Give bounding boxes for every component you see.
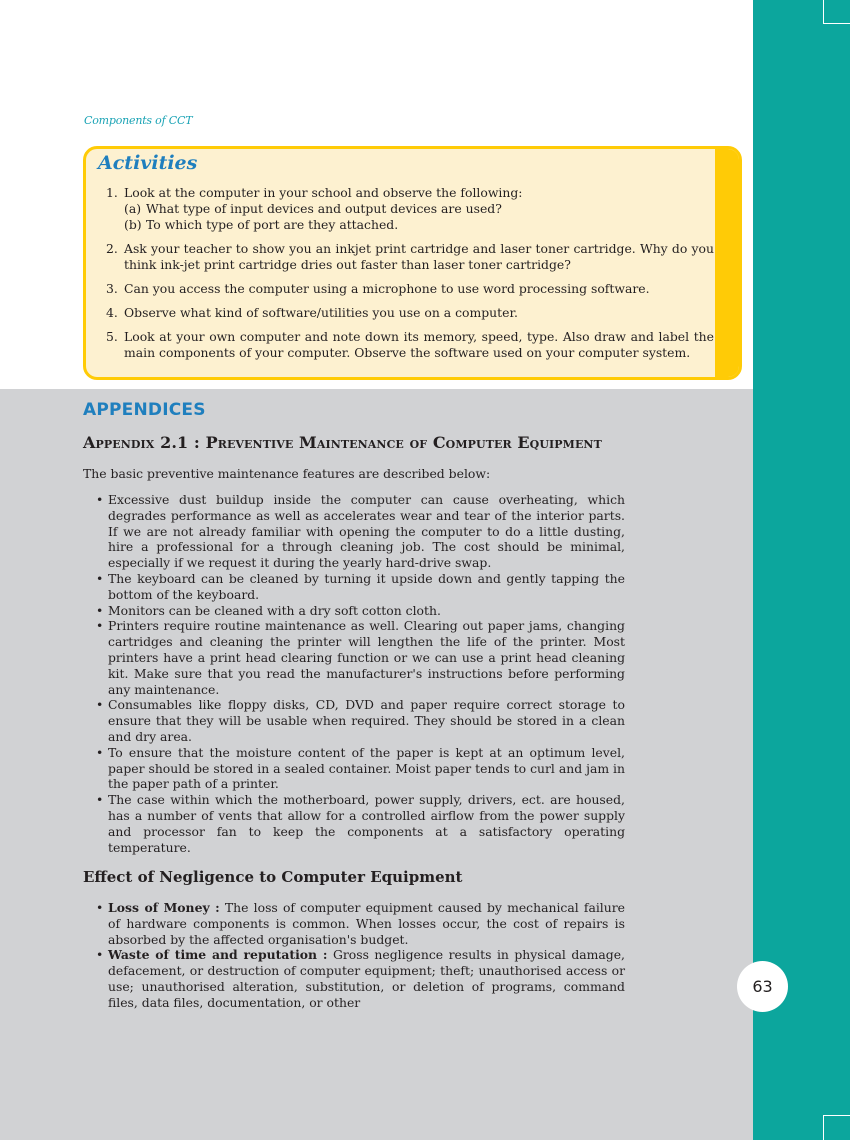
item-text: The loss of computer equipment caused by mechanical failure of hardware components is common. When losses occur, the cost of repairs is absorbed by the affected organisation's budget. [108, 900, 625, 947]
activity-text: Can you access the computer using a microphone to use word processing software. [124, 281, 650, 296]
activity-number: 4. [106, 305, 118, 320]
running-head: Components of CCT [84, 114, 193, 127]
list-item: • The keyboard can be cleaned by turning it upside down and gently tapping the bottom of the keyboard. [96, 571, 625, 603]
activity-text: Ask your teacher to show you an inkjet print cartridge and laser toner cartridge. Why do you think ink-jet print cartridge dries out faster than laser toner cartridge? [124, 241, 714, 272]
appendix-intro: The basic preventive maintenance features are described below: [83, 466, 491, 481]
activities-box [83, 146, 742, 380]
subitem-text: What type of input devices and output devices are used? [146, 201, 502, 216]
activity-subitem [124, 217, 714, 233]
crop-mark-top [823, 0, 850, 24]
activity-number: 2. [106, 241, 118, 256]
negligence-list [96, 900, 625, 1011]
appendix-title: Appendix 2.1 : Preventive Maintenance of Computer Equipment [83, 433, 602, 452]
activity-item [102, 281, 714, 297]
list-item: • Consumables like floppy disks, CD, DVD and paper require correct storage to ensure that they will be usable when required. They should be stored in a clean and dry area. [96, 697, 625, 744]
list-item [96, 947, 625, 1010]
activity-number: 3. [106, 281, 118, 296]
effect-heading: Effect of Negligence to Computer Equipment [83, 868, 463, 886]
activities-box-tab [715, 149, 739, 377]
activity-text: Look at the computer in your school and observe the following: [124, 185, 523, 200]
maintenance-list [96, 492, 625, 855]
list-item: • The case within which the motherboard, power supply, drivers, ect. are housed, has a number of vents that allow for a controlled airflow from the power supply and processor fan to keep the components at a satisfactory operating temperature. [96, 792, 625, 855]
activities-list [102, 185, 714, 369]
subitem-text: To which type of port are they attached. [146, 217, 399, 232]
appendices-heading: APPENDICES [83, 400, 206, 420]
activities-title: Activities [98, 152, 198, 174]
activity-text: Observe what kind of software/utilities you use on a computer. [124, 305, 518, 320]
crop-mark-bottom [823, 1115, 850, 1140]
subitem-label: (b) [124, 217, 142, 232]
item-text: Gross negligence results in physical damage, defacement, or destruction of computer equipment; theft; unauthorised access or use; unauthorised alteration, substitution, or deletion of programs, command files, data files, documentation, or other [108, 947, 625, 1010]
activity-item [102, 305, 714, 321]
list-item [96, 900, 625, 947]
activity-subitem [124, 201, 714, 217]
activity-item [102, 241, 714, 273]
list-item: • To ensure that the moisture content of the paper is kept at an optimum level, paper should be stored in a sealed container. Moist paper tends to curl and jam in the paper path of a printer. [96, 745, 625, 792]
activity-number: 1. [106, 185, 118, 200]
activity-item [102, 329, 714, 361]
subitem-label: (a) [124, 201, 142, 216]
item-label: Loss of Money : [108, 900, 220, 915]
list-item: • Monitors can be cleaned with a dry soft cotton cloth. [96, 603, 625, 619]
activity-item [102, 185, 714, 233]
page-number: 63 [737, 961, 788, 1012]
item-label: Waste of time and reputation : [108, 947, 328, 963]
list-item: • Printers require routine maintenance as well. Clearing out paper jams, changing cartridges and cleaning the printer will lengthen the life of the printer. Most printers have a print head clearing function or we can use a print head cleaning kit. Make sure that you read the manufacturer's instructions before performing any maintenance. [96, 618, 625, 697]
activity-text: Look at your own computer and note down its memory, speed, type. Also draw and label the main components of your computer. Observe the software used on your computer system. [124, 329, 714, 360]
activity-number: 5. [106, 329, 118, 344]
list-item: • Excessive dust buildup inside the computer can cause overheating, which degrades performance as well as accelerates wear and tear of the interior parts. If we are not already familiar with opening the computer to do a little dusting, hire a professional for a through cleaning job. The cost should be minimal, especially if we request it during the yearly hard-drive swap. [96, 492, 625, 571]
